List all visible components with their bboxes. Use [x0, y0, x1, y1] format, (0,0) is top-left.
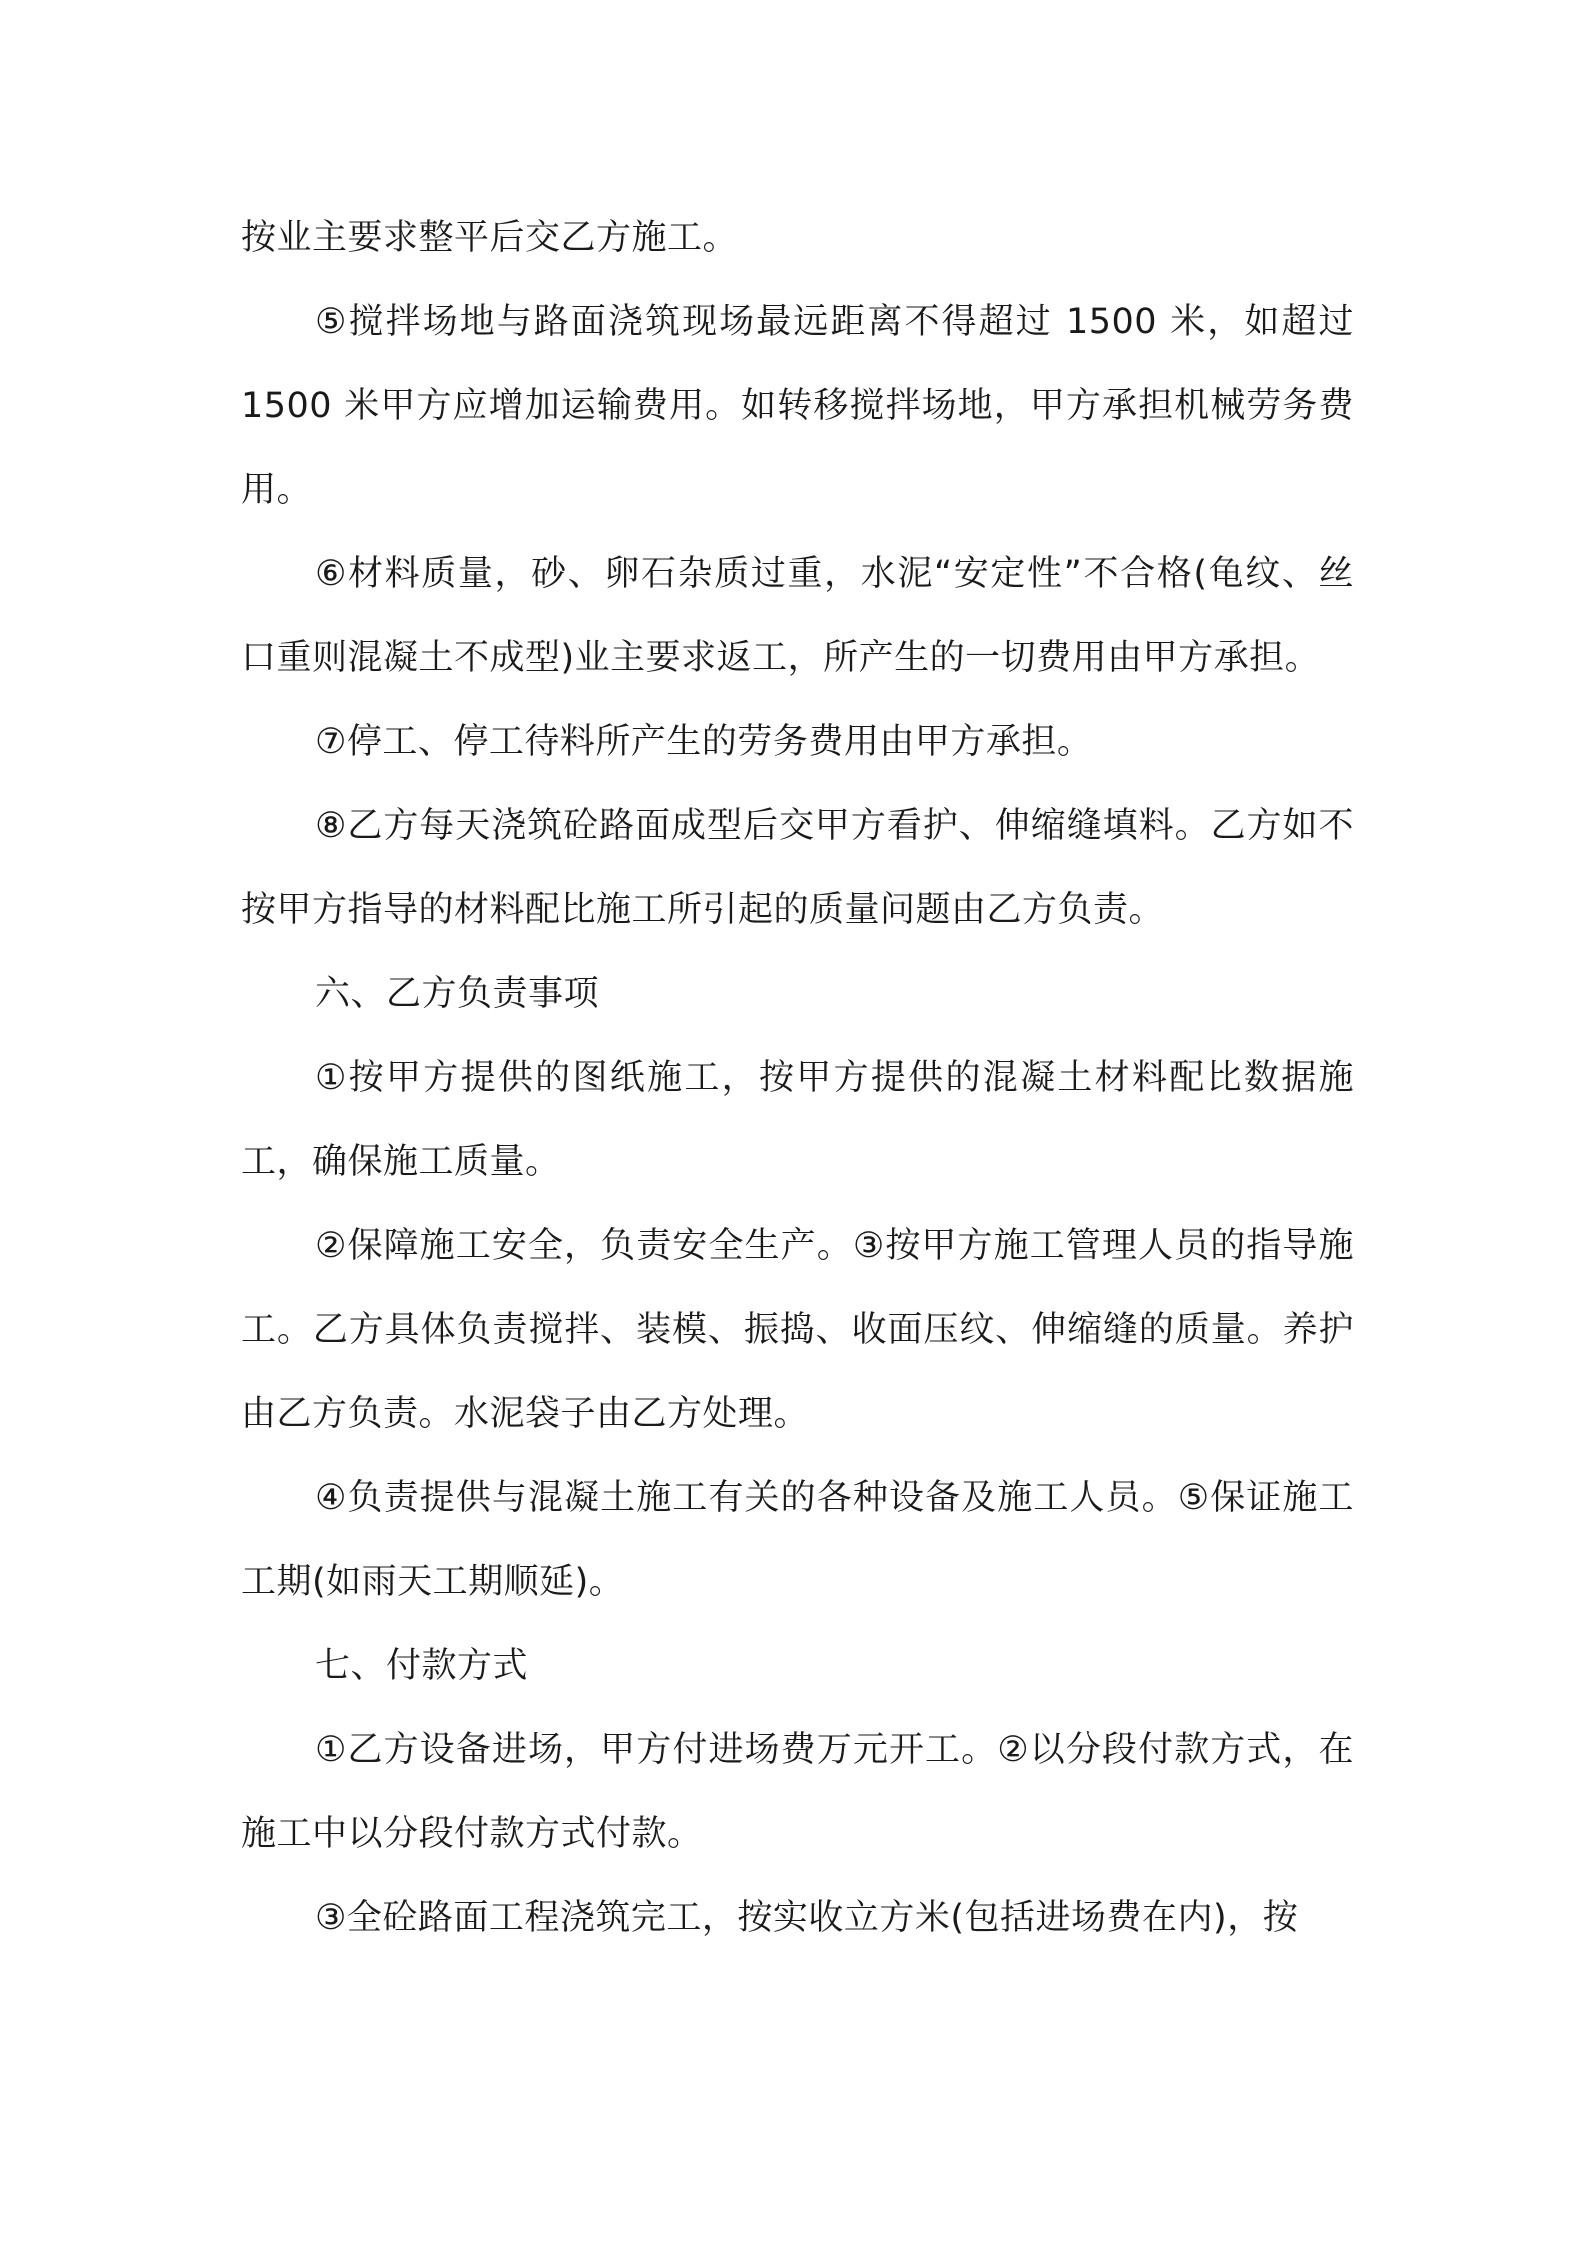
paragraph-continuation: 按业主要求整平后交乙方施工。 [241, 218, 739, 258]
paragraph-item-6: ⑥材料质量，砂、卵石杂质过重，水泥“安定性”不合格(龟纹、丝口重则混凝土不成型)业主要求返工，所产生的一切费用由甲方承担。 [241, 554, 1354, 678]
document-body [241, 196, 1354, 1960]
paragraph-b-item-4-5: ④负责提供与混凝土施工有关的各种设备及施工人员。⑤保证施工工期(如雨天工期顺延)。 [241, 1478, 1354, 1602]
section-heading-6: 六、乙方负责事项 [315, 974, 600, 1014]
paragraph-item-5: ⑤搅拌场地与路面浇筑现场最远距离不得超过 1500 米，如超过 1500 米甲方应增加运输费用。如转移搅拌场地，甲方承担机械劳务费用。 [241, 302, 1354, 510]
section-heading-7: 七、付款方式 [315, 1646, 529, 1686]
paragraph-item-7: ⑦停工、停工待料所产生的劳务费用由甲方承担。 [315, 722, 1093, 762]
paragraph-item-8: ⑧乙方每天浇筑砼路面成型后交甲方看护、伸缩缝填料。乙方如不按甲方指导的材料配比施工所引起的质量问题由乙方负责。 [241, 806, 1354, 930]
paragraph-c-item-3: ③全砼路面工程浇筑完工，按实收立方米(包括进场费在内)，按 [315, 1898, 1299, 1938]
paragraph-c-item-1-2: ①乙方设备进场，甲方付进场费万元开工。②以分段付款方式，在施工中以分段付款方式付款。 [241, 1730, 1354, 1854]
paragraph-b-item-1: ①按甲方提供的图纸施工，按甲方提供的混凝土材料配比数据施工，确保施工质量。 [241, 1058, 1354, 1182]
paragraph-b-item-2-3: ②保障施工安全，负责安全生产。③按甲方施工管理人员的指导施工。乙方具体负责搅拌、装模、振捣、收面压纹、伸缩缝的质量。养护由乙方负责。水泥袋子由乙方处理。 [241, 1226, 1354, 1434]
